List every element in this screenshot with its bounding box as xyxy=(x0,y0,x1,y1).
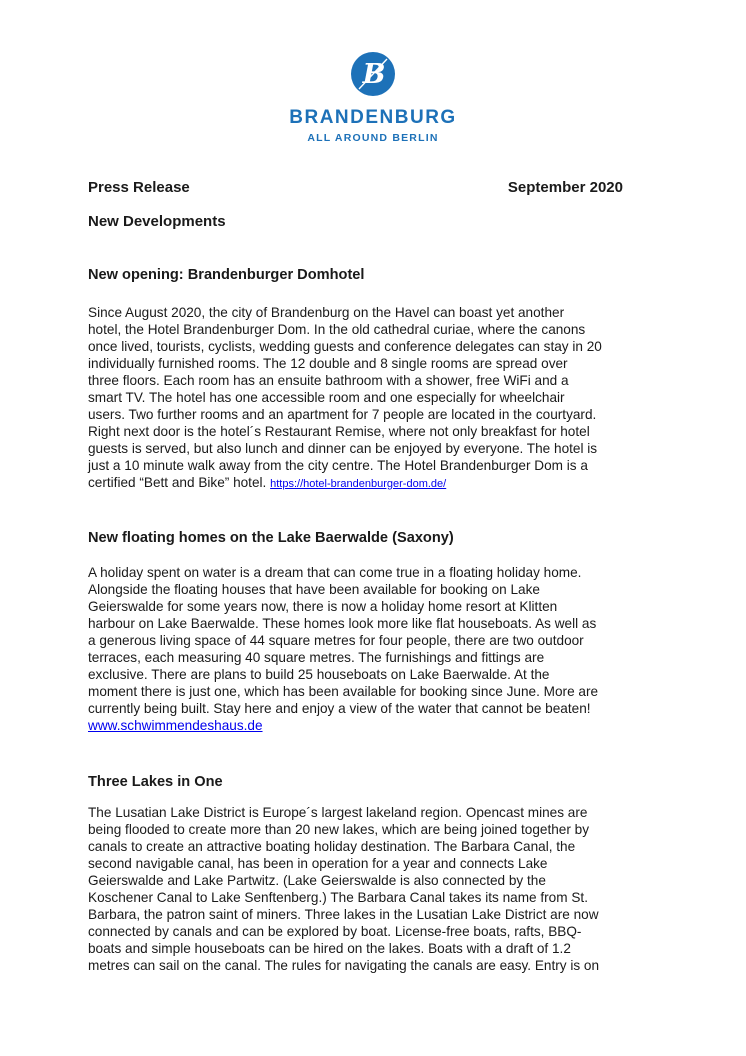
text-line: second navigable canal, has been in operation for a year and connects Lake xyxy=(88,856,548,871)
text-line: canals to create an attractive boating holiday destination. The Barbara Canal, the xyxy=(88,839,576,854)
document-title: New Developments xyxy=(88,213,226,230)
text-line: A holiday spent on water is a dream that can come true in a floating holiday home. xyxy=(88,565,582,580)
text-line: connected by canals and can be explored by boat. License-free boats, rafts, BBQ- xyxy=(88,924,582,939)
paragraph-lines xyxy=(88,304,666,474)
schwimmendeshaus-link[interactable]: www.schwimmendeshaus.de xyxy=(88,718,263,733)
paragraph-floating-homes xyxy=(88,564,666,734)
text-before-link: certified “Bett and Bike” hotel. xyxy=(88,475,271,490)
text-line: terraces, each measuring 40 square metres. The furnishings and fittings are xyxy=(88,650,545,665)
brandenburg-logo xyxy=(0,52,746,144)
text-line: boats and simple houseboats can be hired on the lakes. Boats with a draft of 1.2 xyxy=(88,941,571,956)
svg-text:B: B xyxy=(362,59,386,90)
paragraph-three-lakes xyxy=(88,804,666,974)
section-heading-three-lakes: Three Lakes in One xyxy=(88,774,223,790)
logo-wordmark: BRANDENBURG xyxy=(289,107,457,128)
text-line: currently being built. Stay here and enjoy a view of the water that cannot be beaten! xyxy=(88,701,591,716)
hotel-brandenburger-dom-link[interactable]: https://hotel-brandenburger-dom.de/ xyxy=(270,478,447,490)
text-line: Geierswalde and Lake Partwitz. (Lake Geierswalde is also connected by the xyxy=(88,873,546,888)
text-line: once lived, tourists, cyclists, wedding guests and conference delegates can stay in 20 xyxy=(88,339,602,354)
text-line: Right next door is the hotel´s Restaurant Remise, where not only breakfast for hotel xyxy=(88,424,590,439)
paragraph-lines xyxy=(88,564,666,717)
text-line: being flooded to create more than 20 new lakes, which are being joined together by xyxy=(88,822,590,837)
text-line: Geierswalde for some years now, there is now a holiday home resort at Klitten xyxy=(88,599,558,614)
paragraph-last-line xyxy=(88,474,666,491)
doc-type-label: Press Release xyxy=(88,179,190,196)
text-line: guests is served, but also lunch and dinner can be enjoyed by everyone. The hotel is xyxy=(88,441,598,456)
section-heading-domhotel: New opening: Brandenburger Domhotel xyxy=(88,267,365,283)
text-line: moment there is just one, which has been available for booking since June. More are xyxy=(88,684,599,699)
paragraph-last-line xyxy=(88,717,666,734)
text-line: exclusive. There are plans to build 25 houseboats on Lake Baerwalde. At the xyxy=(88,667,550,682)
text-line: users. Two further rooms and an apartment for 7 people are located in the courtyard. xyxy=(88,407,597,422)
text-line: individually furnished rooms. The 12 double and 8 single rooms are spread over xyxy=(88,356,568,371)
document-header xyxy=(88,179,623,197)
logo-tagline: ALL AROUND BERLIN xyxy=(307,132,439,144)
text-line: metres can sail on the canal. The rules for navigating the canals are easy. Entry is on xyxy=(88,958,600,973)
text-line: Barbara, the patron saint of miners. Three lakes in the Lusatian Lake District are now xyxy=(88,907,599,922)
text-line: harbour on Lake Baerwalde. These homes look more like flat houseboats. As well as xyxy=(88,616,597,631)
text-line: The Lusatian Lake District is Europe´s largest lakeland region. Opencast mines are xyxy=(88,805,588,820)
text-line: just a 10 minute walk away from the city centre. The Hotel Brandenburger Dom is a xyxy=(88,458,588,473)
paragraph-lines xyxy=(88,804,666,974)
text-line: smart TV. The hotel has one accessible room and one especially for wheelchair xyxy=(88,390,565,405)
text-line: Alongside the floating houses that have been available for booking on Lake xyxy=(88,582,540,597)
text-line: three floors. Each room has an ensuite bathroom with a shower, free WiFi and a xyxy=(88,373,569,388)
text-line: a generous living space of 44 square metres for four people, there are two outdoor xyxy=(88,633,584,648)
paragraph-domhotel xyxy=(88,304,666,491)
release-date: September 2020 xyxy=(507,179,623,196)
brandenburg-monogram-icon xyxy=(351,52,395,96)
text-line: Since August 2020, the city of Brandenburg on the Havel can boast yet another xyxy=(88,305,565,320)
text-line: hotel, the Hotel Brandenburger Dom. In the old cathedral curiae, where the canons xyxy=(88,322,586,337)
text-line: Koschener Canal to Lake Senftenberg.) The Barbara Canal takes its name from St. xyxy=(88,890,588,905)
section-heading-floating-homes: New floating homes on the Lake Baerwalde (Saxony) xyxy=(88,530,454,546)
